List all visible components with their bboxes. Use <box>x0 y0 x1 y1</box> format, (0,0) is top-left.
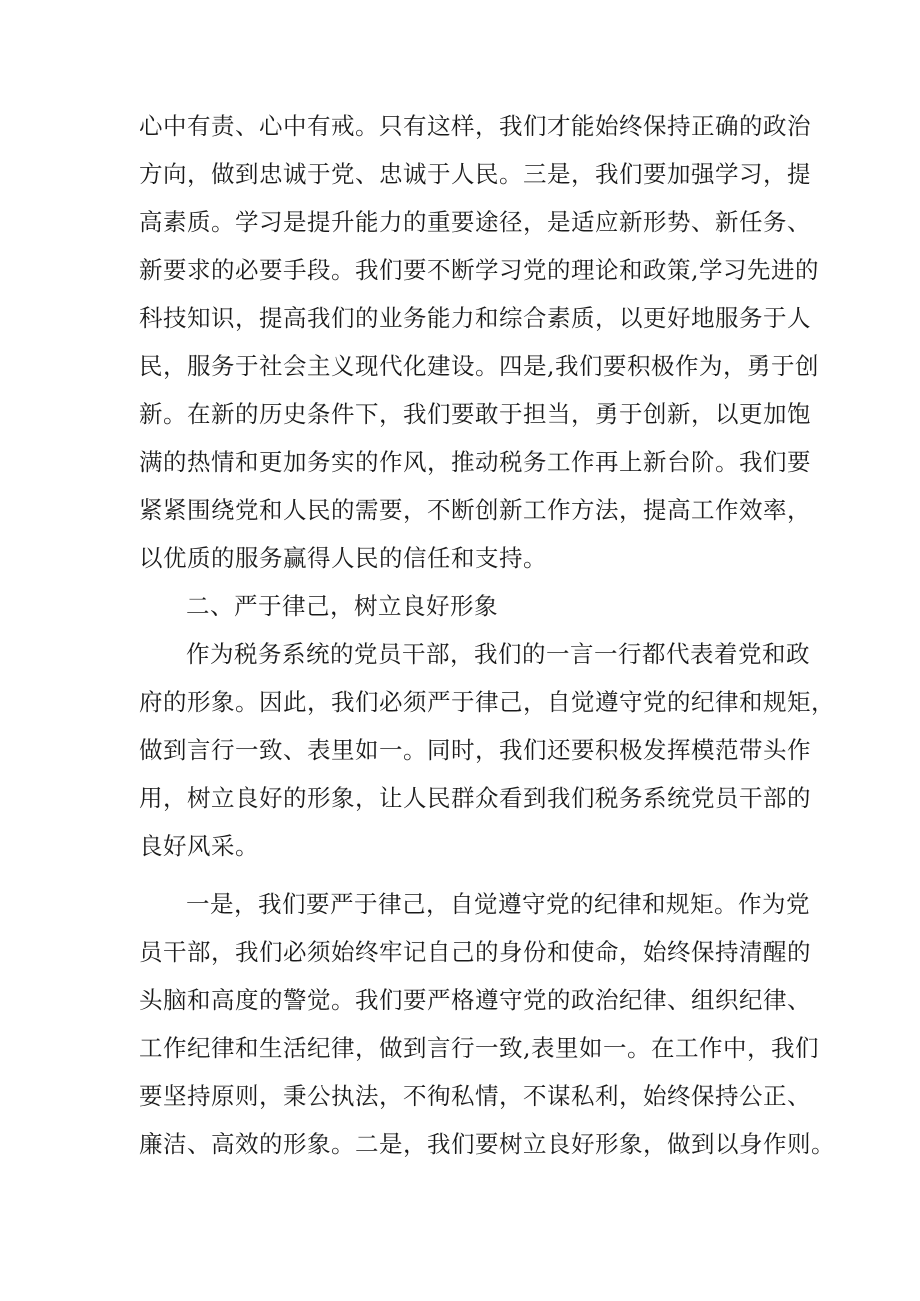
text-line-9: 紧紧围绕党和人民的需要，不断创新工作方法，提高工作效率， <box>139 496 811 524</box>
text-line-15: 用，树立良好的形象，让人民群众看到我们税务系统党员干部的 <box>139 784 811 812</box>
text-line-17: 一是，我们要严于律己，自觉遵守党的纪律和规矩。作为党 <box>186 890 810 918</box>
text-line-8: 满的热情和更加务实的作风，推动税务工作再上新台阶。我们要 <box>139 448 811 476</box>
text-line-19: 头脑和高度的警觉。我们要严格遵守党的政治纪律、组织纪律、 <box>139 986 811 1014</box>
text-line-5: 科技知识，提高我们的业务能力和综合素质，以更好地服务于人 <box>139 304 811 332</box>
text-line-12: 作为税务系统的党员干部，我们的一言一行都代表着党和政 <box>186 640 810 668</box>
text-line-22: 廉洁、高效的形象。二是，我们要树立良好形象，做到以身作则。 <box>139 1130 835 1158</box>
text-line-3: 高素质。学习是提升能力的重要途径，是适应新形势、新任务、 <box>139 208 811 236</box>
section-heading: 二、严于律己，树立良好形象 <box>186 592 498 620</box>
text-line-6: 民，服务于社会主义现代化建设。四是,我们要积极作为，勇于创 <box>139 352 819 380</box>
text-line-21: 要坚持原则，秉公执法，不徇私情，不谋私利，始终保持公正、 <box>139 1082 811 1110</box>
text-line-13: 府的形象。因此，我们必须严于律己，自觉遵守党的纪律和规矩， <box>139 688 835 716</box>
text-line-16: 良好风采。 <box>139 832 259 860</box>
text-line-2: 方向，做到忠诚于党、忠诚于人民。三是，我们要加强学习，提 <box>139 160 811 188</box>
text-line-20: 工作纪律和生活纪律，做到言行一致,表里如一。在工作中，我们 <box>139 1034 819 1062</box>
text-line-10: 以优质的服务赢得人民的信任和支持。 <box>139 544 547 572</box>
text-line-14: 做到言行一致、表里如一。同时，我们还要积极发挥模范带头作 <box>139 736 811 764</box>
text-line-18: 员干部，我们必须始终牢记自己的身份和使命，始终保持清醒的 <box>139 938 811 966</box>
text-line-4: 新要求的必要手段。我们要不断学习党的理论和政策,学习先进的 <box>139 256 819 284</box>
text-line-1: 心中有责、心中有戒。只有这样，我们才能始终保持正确的政治 <box>139 112 811 140</box>
text-line-7: 新。在新的历史条件下，我们要敢于担当，勇于创新，以更加饱 <box>139 400 811 428</box>
